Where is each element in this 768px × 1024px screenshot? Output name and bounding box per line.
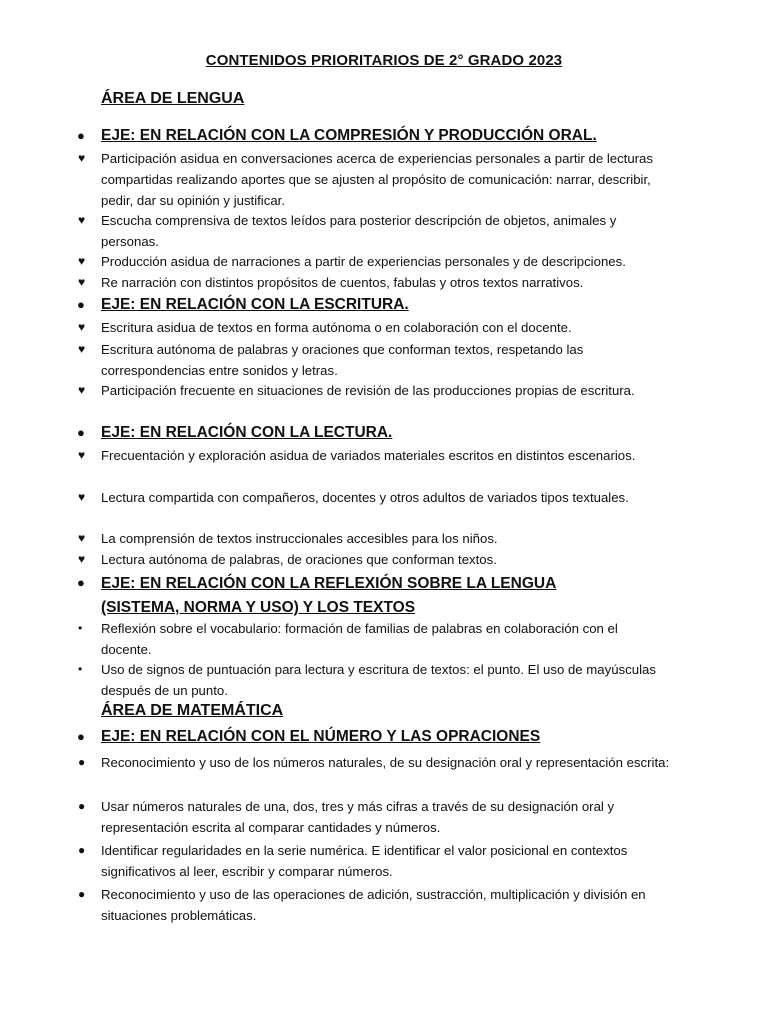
item-bullet: ♥ <box>78 320 86 334</box>
list-item: Usar números naturales de una, dos, tres y más cifras a través de su designación oral y representación escrita al comparar cantidades y números. <box>101 799 615 835</box>
list-item: Reconocimiento y uso de las operaciones de adición, sustracción, multiplicación y división en situaciones problemáticas. <box>101 887 646 923</box>
list-item: Participación asidua en conversaciones acerca de experiencias personales a partir de lecturas compartidas realizando aportes que se ajusten al propósito de comunicación: narrar, describir, pedir, dar su opinión y justificar. <box>101 151 653 208</box>
list-item: Participación frecuente en situaciones de revisión de las producciones propias de escritura. <box>101 383 635 398</box>
axis-title-reflexion: EJE: EN RELACIÓN CON LA REFLEXIÓN SOBRE LA LENGUA (SISTEMA, NORMA Y USO) Y LOS TEXTOS <box>101 575 557 616</box>
list-item: Uso de signos de puntuación para lectura y escritura de textos: el punto. El uso de mayúsculas después de un punto. <box>101 662 656 698</box>
axis-title-oral: EJE: EN RELACIÓN CON LA COMPRESIÓN Y PRODUCCIÓN ORAL. <box>101 127 597 144</box>
item-bullet: ● <box>78 755 86 769</box>
item-bullet: ♥ <box>78 531 86 545</box>
item-bullet: • <box>78 621 83 635</box>
list-item: Escucha comprensiva de textos leídos para posterior descripción de objetos, animales y personas. <box>101 213 617 249</box>
axis-title-numero: EJE: EN RELACIÓN CON EL NÚMERO Y LAS OPRACIONES <box>101 728 541 745</box>
list-item: Escritura asidua de textos en forma autónoma o en colaboración con el docente. <box>101 320 572 335</box>
item-bullet: ♥ <box>78 490 86 504</box>
list-item: Reconocimiento y uso de los números naturales, de su designación oral y representación escrita: <box>101 755 670 770</box>
item-bullet: ● <box>78 843 86 857</box>
list-item: Identificar regularidades en la serie numérica. E identificar el valor posicional en contextos significativos al leer, escribir y comparar números. <box>101 843 628 879</box>
area-title-lengua: ÁREA DE LENGUA <box>101 90 245 107</box>
item-bullet: ♥ <box>78 151 86 165</box>
list-item: Re narración con distintos propósitos de cuentos, fabulas y otros textos narrativos. <box>101 275 584 290</box>
list-item: Frecuentación y exploración asidua de variados materiales escritos en distintos escenarios. <box>101 448 636 463</box>
list-item: La comprensión de textos instruccionales accesibles para los niños. <box>101 531 498 546</box>
list-item: Reflexión sobre el vocabulario: formación de familias de palabras en colaboración con el docente. <box>101 621 618 657</box>
item-bullet: • <box>78 662 83 676</box>
item-bullet: ♥ <box>78 448 86 462</box>
axis-bullet: ● <box>77 729 85 744</box>
item-bullet: ♥ <box>78 342 86 356</box>
item-bullet: ♥ <box>78 254 86 268</box>
item-bullet: ● <box>78 887 86 901</box>
item-bullet: ♥ <box>78 552 86 566</box>
item-bullet: ♥ <box>78 383 86 397</box>
axis-bullet: ● <box>77 128 85 143</box>
item-bullet: ♥ <box>78 275 86 289</box>
axis-title-escritura: EJE: EN RELACIÓN CON LA ESCRITURA. <box>101 296 409 313</box>
document-title: CONTENIDOS PRIORITARIOS DE 2° GRADO 2023 <box>205 52 563 69</box>
axis-title-lectura: EJE: EN RELACIÓN CON LA LECTURA. <box>101 424 393 441</box>
item-bullet: ♥ <box>78 213 86 227</box>
axis-bullet: ● <box>77 425 85 440</box>
list-item: Escritura autónoma de palabras y oraciones que conforman textos, respetando las correspondencias entre sonidos y letras. <box>101 342 584 378</box>
axis-bullet: ● <box>77 575 85 590</box>
list-item: Lectura autónoma de palabras, de oraciones que conforman textos. <box>101 552 497 567</box>
item-bullet: ● <box>78 799 86 813</box>
list-item: Lectura compartida con compañeros, docentes y otros adultos de variados tipos textuales. <box>101 490 629 505</box>
list-item: Producción asidua de narraciones a partir de experiencias personales y de descripciones. <box>101 254 626 269</box>
area-title-matematica: ÁREA DE MATEMÁTICA <box>101 702 284 719</box>
axis-bullet: ● <box>77 297 85 312</box>
